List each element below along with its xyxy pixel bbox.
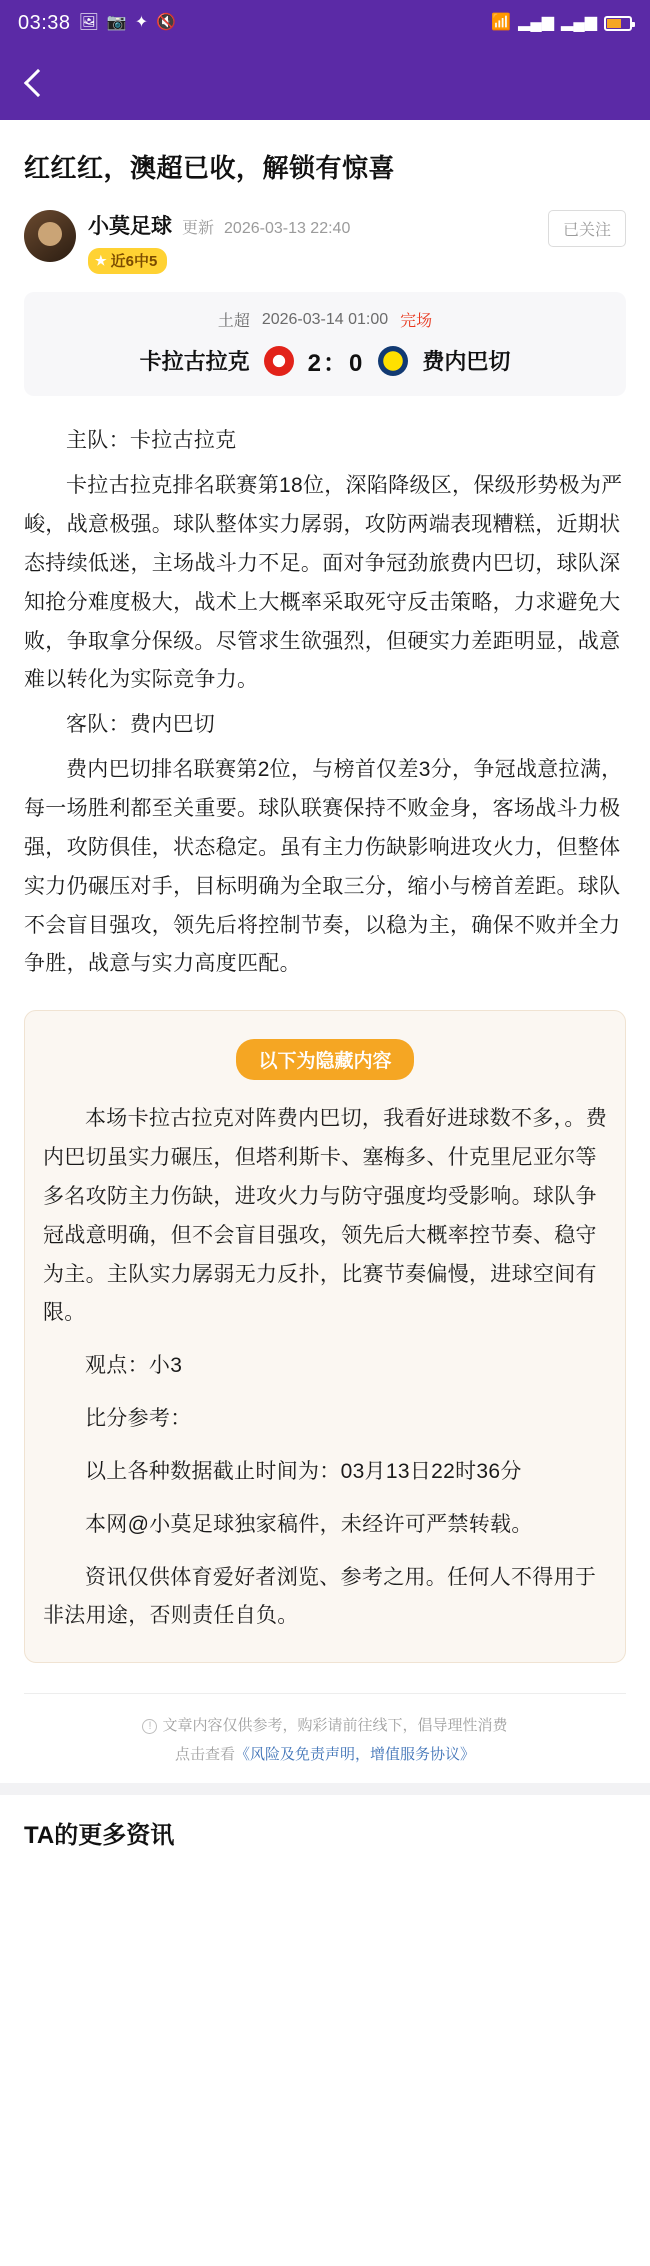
match-datetime: 2026-03-14 01:00 (261, 310, 389, 328)
signal2-icon: ▂▄▆ (561, 14, 597, 31)
image-icon: 🖼 (78, 14, 99, 31)
signal-icon: ▂▄▆ (518, 14, 555, 31)
section-body-away: 费内巴切排名联赛第2位，与榜首仅差3分，争冠战意拉满，每一场胜利都至关重要。球队联赛保持不败金身，客场战斗力极强，攻防俱佳，状态稳定。虽有主力伤缺影响进攻火力，但整体实力仍碾压对手，目标明确为全取三分，缩小与榜首差距。球队不会盲目强攻，领先后将控制节奏，以稳为主，确保不败并全力争胜，战意与实力高度匹配。 (24, 758, 623, 976)
star-icon: ★ (95, 252, 107, 268)
status-bar (0, 0, 650, 46)
more-articles-title: TA的更多资讯 (24, 1822, 175, 1850)
section-heading-away: 客队：费内巴切 (66, 713, 216, 737)
disclaimer-text-1: 文章内容仅供参考，购彩请前往线下，倡导理性消费 (162, 1717, 508, 1735)
avatar[interactable] (24, 210, 76, 262)
hidden-paragraph-notice: 资讯仅供体育爱好者浏览、参考之用。任何人不得用于非法用途，否则责任自负。 (43, 1565, 597, 1628)
nav-bar (0, 46, 650, 120)
warning-icon: ! (142, 1719, 157, 1734)
back-arrow-icon[interactable] (18, 66, 52, 100)
match-league: 土超 (217, 313, 250, 331)
disclaimer-line-1 (24, 1712, 626, 1741)
update-time: 2026-03-13 22:40 (224, 220, 351, 238)
match-card[interactable] (24, 292, 626, 396)
hidden-content-box (24, 1010, 626, 1663)
status-bar-left (18, 12, 176, 35)
author-line (88, 210, 548, 240)
status-time: 03:38 (18, 11, 71, 34)
author-info (76, 210, 548, 274)
home-team-name: 卡拉古拉克 (139, 349, 250, 375)
bluetooth-icon: ✦ (134, 14, 149, 31)
status-bar-right (491, 15, 632, 31)
author-name[interactable]: 小莫足球 (88, 215, 172, 239)
mute-icon: 🔇 (156, 14, 177, 31)
article-container (0, 120, 650, 1783)
away-team-name: 费内巴切 (422, 349, 511, 375)
disclaimer (24, 1712, 626, 1783)
hidden-paragraph-analysis: 本场卡拉古拉克对阵费内巴切，我看好进球数不多，。费内巴切虽实力碾压，但塔利斯卡、塞梅多、什克里尼亚尔等多名攻防主力伤缺，进攻火力与防守强度均受影响。球队争冠战意明确，但不会盲目强攻，领先后大概率控节奏、稳守为主。主队实力孱弱无力反扑，比赛节奏偏慢，进球空间有限。 (43, 1107, 607, 1325)
author-row (24, 210, 626, 292)
section-separator (0, 1783, 650, 1795)
page-title: 红红红，澳超已收，解锁有惊喜 (24, 153, 396, 183)
status-badge (88, 248, 167, 274)
follow-button[interactable]: 已关注 (548, 210, 626, 247)
disclaimer-line-2 (24, 1741, 626, 1770)
match-row (34, 343, 616, 378)
battery-icon (604, 16, 632, 31)
match-meta (34, 308, 616, 331)
match-status: 完场 (400, 313, 433, 331)
away-team-logo-icon (378, 346, 408, 376)
section-body-home: 卡拉古拉克排名联赛第18位，深陷降级区，保级形势极为严峻，战意极强。球队整体实力孱弱，攻防两端表现糟糕，近期状态持续低迷，主场战斗力不足。面对争冠劲旅费内巴切，球队深知抢分难度极大，战术上大概率采取死守反击策略，力求避免大败，争取拿分保级。尽管求生欲强烈，但硬实力差距明显，战意难以转化为实际竞争力。 (24, 474, 623, 692)
hidden-paragraph-score-ref: 比分参考： (85, 1407, 192, 1431)
home-team-logo-icon (264, 346, 294, 376)
update-label: 更新 (182, 220, 215, 238)
disclaimer-link[interactable]: 《风险及免责声明，增值服务协议》 (235, 1745, 476, 1763)
hidden-paragraph-data-cutoff: 以上各种数据截止时间为：03月13日22时36分 (85, 1459, 522, 1483)
badge-label: 近6中5 (110, 253, 158, 271)
match-score: 2：0 (307, 350, 365, 378)
section-heading-home: 主队：卡拉古拉克 (66, 429, 237, 453)
divider (24, 1693, 626, 1694)
hidden-paragraph-view: 观点：小3 (85, 1354, 183, 1378)
hidden-paragraph-copyright: 本网@小莫足球独家稿件，未经许可严禁转载。 (85, 1512, 533, 1536)
disclaimer-text-2: 点击查看 (174, 1745, 235, 1763)
camera-icon: 📷 (106, 14, 127, 31)
wifi-icon: 📶 (491, 14, 512, 31)
hidden-content-pill: 以下为隐藏内容 (236, 1039, 413, 1080)
